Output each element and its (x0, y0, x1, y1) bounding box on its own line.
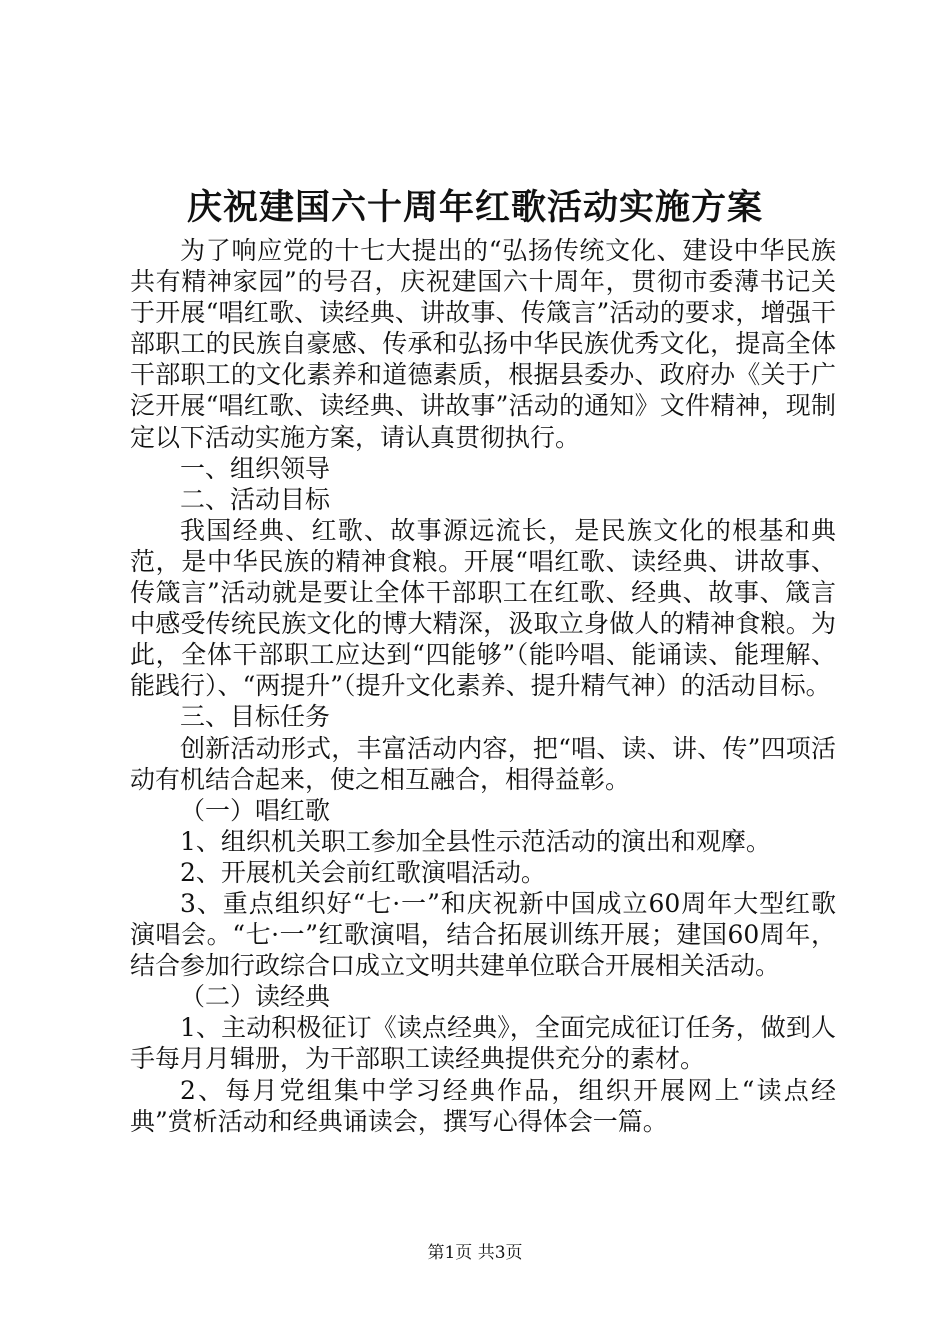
intro-paragraph: 为了响应党的十七大提出的“弘扬传统文化、建设中华民族共有精神家园”的号召，庆祝建国六十周年，贯彻市委薄书记关于开展“唱红歌、读经典、讲故事、传箴言”活动的要求，增强干部职工的民族自豪感、传承和弘扬中华民族优秀文化，提高全体干部职工的文化素养和道德素质，根据县委办、政府办《关于广泛开展“唱红歌、读经典、讲故事”活动的通知》文件精神，现制定以下活动实施方案，请认真贯彻执行。 (130, 236, 836, 452)
section-heading-goals: 二、活动目标 (180, 484, 331, 514)
document-title: 庆祝建国六十周年红歌活动实施方案 (186, 187, 763, 228)
section-heading-organization: 一、组织领导 (180, 453, 331, 483)
red-songs-item-1: 1、组织机关职工参加全县性示范活动的演出和观摩。 (180, 826, 771, 856)
subsection-heading-classics: （二）读经典 (180, 982, 331, 1012)
classics-item-2: 2、每月党组集中学习经典作品，组织开展网上“读点经典”赏析活动和经典诵读会，撰写心得体会一篇。 (130, 1075, 836, 1136)
subsection-heading-red-songs: （一）唱红歌 (180, 795, 331, 825)
document-body (130, 235, 836, 1137)
red-songs-item-2: 2、开展机关会前红歌演唱活动。 (180, 857, 546, 887)
goals-paragraph: 我国经典、红歌、故事源远流长，是民族文化的根基和典范，是中华民族的精神食粮。开展“唱红歌、读经典、讲故事、传箴言”活动就是要让全体干部职工在红歌、经典、故事、箴言中感受传统民族文化的博大精深，汲取立身做人的精神食粮。为此，全体干部职工应达到“四能够”（能吟唱、能诵读、能理解、能践行）、“两提升”（提升文化素养、提升精气神）的活动目标。 (130, 515, 836, 701)
page-footer: 第1页 共3页 (427, 1243, 523, 1263)
classics-item-1: 1、主动积极征订《读点经典》，全面完成征订任务，做到人手每月月辑册，为干部职工读经典提供充分的素材。 (130, 1013, 836, 1074)
section-heading-tasks: 三、目标任务 (180, 702, 331, 732)
tasks-paragraph: 创新活动形式，丰富活动内容，把“唱、读、讲、传”四项活动有机结合起来，使之相互融合，相得益彰。 (130, 733, 836, 794)
red-songs-item-3: 3、重点组织好“七·一”和庆祝新中国成立60周年大型红歌演唱会。“七·一”红歌演唱，结合拓展训练开展；建国60周年，结合参加行政综合口成立文明共建单位联合开展相关活动。 (130, 888, 836, 981)
